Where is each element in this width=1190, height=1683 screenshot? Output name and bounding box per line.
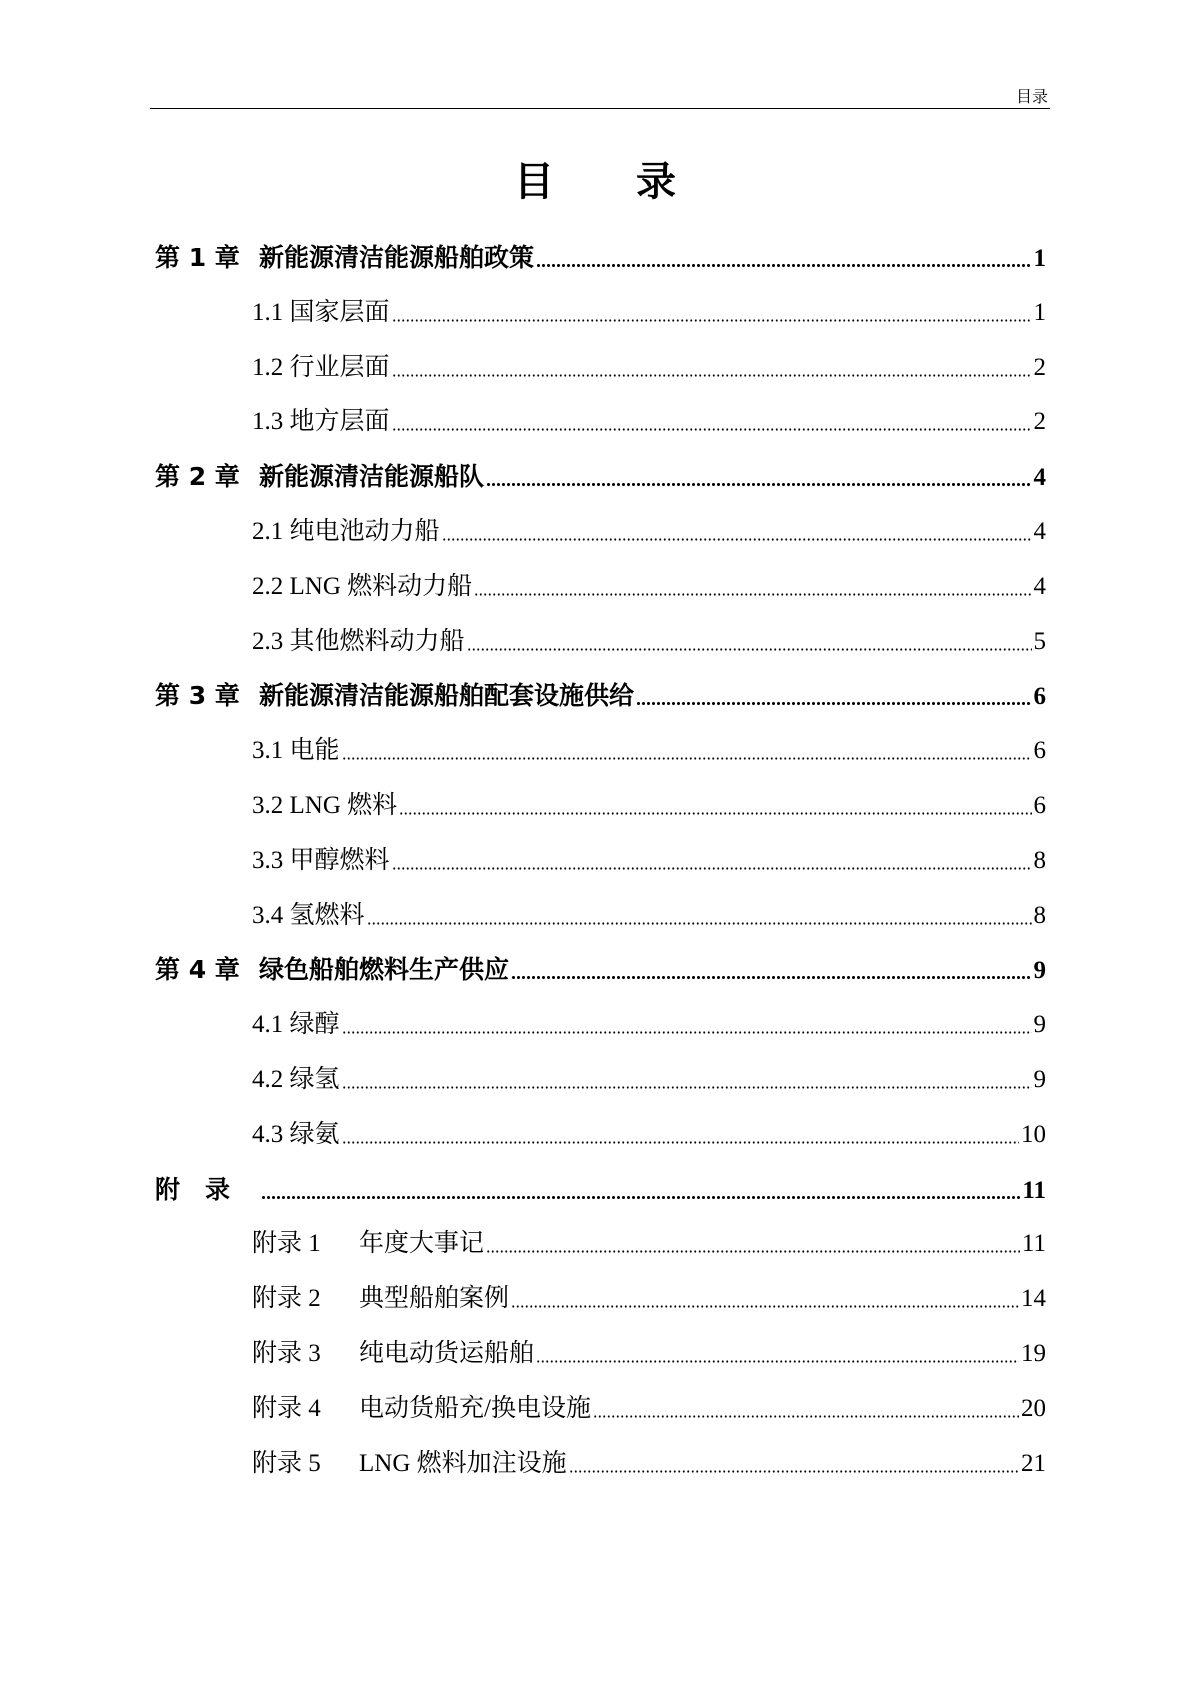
toc-entry-label	[252, 625, 465, 659]
toc-entry-title: 电动货船充/换电设施	[359, 1394, 591, 1422]
toc-entry-label	[252, 405, 390, 439]
toc-entry-title: 新能源清洁能源船舶配套设施供给	[259, 683, 635, 711]
toc-entry-label	[252, 570, 472, 604]
dot-leader	[536, 264, 1031, 267]
dot-leader	[342, 1086, 1032, 1089]
toc-entry-number: 附录 1	[252, 1230, 321, 1258]
toc-entry-number: 第 1 章	[155, 243, 240, 272]
toc-section-entry[interactable]	[252, 1447, 1046, 1481]
toc-chapter-entry[interactable]	[155, 1173, 1046, 1207]
dot-leader	[486, 1250, 1020, 1253]
dot-leader	[342, 1031, 1032, 1034]
toc-section-entry[interactable]	[252, 351, 1046, 385]
dot-leader	[342, 1141, 1019, 1144]
toc-page-number: 19	[1021, 1340, 1046, 1367]
toc-entry-title: 3.1 电能	[252, 737, 340, 765]
toc-section-entry[interactable]	[252, 734, 1046, 768]
toc-entry-label	[252, 515, 440, 549]
toc-entry-title: 年度大事记	[359, 1230, 485, 1258]
toc-page-number: 4	[1033, 464, 1046, 492]
toc-entry-title: 绿色船舶燃料生产供应	[259, 957, 510, 985]
toc-entry-title: 3.3 甲醇燃料	[252, 846, 390, 874]
dot-leader	[511, 1305, 1019, 1308]
toc-section-entry[interactable]	[252, 1227, 1046, 1261]
toc-entry-label	[252, 1227, 484, 1261]
toc-entry-label	[252, 844, 390, 878]
toc-entry-label	[252, 734, 340, 768]
toc-entry-number: 附 录	[155, 1174, 231, 1204]
toc-entry-title: 新能源清洁能源船队	[259, 464, 485, 492]
toc-entry-title: 新能源清洁能源船舶政策	[259, 245, 535, 272]
toc-entry-label	[252, 1337, 534, 1371]
toc-chapter-entry[interactable]	[155, 241, 1046, 275]
toc-page-number: 20	[1021, 1394, 1046, 1422]
toc-page-number: 4	[1033, 572, 1046, 600]
toc-entry-label	[252, 899, 365, 933]
toc-section-entry[interactable]	[252, 570, 1046, 604]
dot-leader	[467, 648, 1032, 651]
dot-leader	[569, 1470, 1019, 1473]
toc-entry-title: 4.3 绿氨	[252, 1120, 340, 1148]
dot-leader	[392, 867, 1032, 870]
toc-page-number: 6	[1033, 737, 1046, 765]
toc-page-number: 8	[1033, 846, 1046, 874]
toc-section-entry[interactable]	[252, 1118, 1046, 1152]
dot-leader	[392, 319, 1032, 322]
toc-entry-number: 附录 5	[252, 1449, 321, 1477]
dot-leader	[367, 922, 1032, 925]
toc-entry-label	[252, 351, 390, 385]
toc-entry-title: 4.1 绿醇	[252, 1011, 340, 1039]
toc-entry-label	[155, 1173, 259, 1208]
toc-page-number: 9	[1033, 1066, 1046, 1093]
toc-entry-label	[155, 953, 509, 988]
dot-leader	[536, 1360, 1019, 1363]
toc-entry-number: 附录 4	[252, 1394, 321, 1422]
toc-section-entry[interactable]	[252, 899, 1046, 933]
dot-leader	[261, 1196, 1020, 1199]
dot-leader	[486, 483, 1031, 486]
page-title: 目 录	[514, 159, 710, 205]
toc-page-number: 9	[1033, 1011, 1046, 1039]
toc-entry-number: 第 4 章	[155, 955, 240, 985]
toc-entry-title: 3.2 LNG 燃料	[252, 792, 398, 819]
toc-chapter-entry[interactable]	[155, 460, 1046, 494]
toc-section-entry[interactable]	[252, 296, 1046, 330]
toc-entry-number: 附录 2	[252, 1285, 321, 1313]
toc-section-entry[interactable]	[252, 789, 1046, 823]
toc-entry-label	[252, 789, 397, 823]
toc-page-number: 9	[1033, 957, 1046, 985]
toc-entry-number: 第 2 章	[155, 462, 240, 492]
toc-page-number: 6	[1033, 792, 1046, 819]
toc-entry-title: 1.3 地方层面	[252, 408, 390, 436]
toc-page-number: 6	[1033, 683, 1046, 711]
toc-entry-label	[155, 679, 634, 714]
toc-chapter-entry[interactable]	[155, 953, 1046, 987]
toc-page-number: 2	[1033, 408, 1046, 436]
toc-page-number: 2	[1033, 353, 1046, 381]
toc-entry-title: 3.4 氢燃料	[252, 901, 365, 929]
toc-entry-label	[252, 296, 390, 330]
toc-entry-label	[155, 460, 484, 495]
toc-entry-title: 2.3 其他燃料动力船	[252, 627, 465, 655]
dot-leader	[474, 593, 1031, 596]
toc-page-number: 8	[1033, 901, 1046, 929]
toc-page-number: 21	[1021, 1449, 1046, 1477]
toc-entry-title: 4.2 绿氢	[252, 1066, 340, 1093]
toc-section-entry[interactable]	[252, 1063, 1046, 1097]
dot-leader	[511, 976, 1031, 979]
toc-entry-label	[252, 1392, 591, 1426]
toc-page-number: 14	[1021, 1285, 1046, 1313]
toc-entry-title: 2.2 LNG 燃料动力船	[252, 572, 473, 600]
toc-page-number: 4	[1033, 518, 1046, 545]
toc-entry-title: 2.1 纯电池动力船	[252, 518, 440, 545]
toc-page-number: 11	[1022, 1176, 1046, 1204]
dot-leader	[342, 757, 1032, 760]
toc-entry-number: 第 3 章	[155, 681, 240, 711]
dot-leader	[593, 1415, 1019, 1418]
toc-section-entry[interactable]	[252, 405, 1046, 439]
toc-entry-title: 典型船舶案例	[359, 1285, 510, 1313]
toc-entry-label	[252, 1447, 567, 1481]
toc-chapter-entry[interactable]	[155, 679, 1046, 713]
toc-entry-label	[252, 1008, 340, 1042]
toc-page-number: 10	[1021, 1120, 1046, 1148]
toc-entry-title: 纯电动货运船舶	[359, 1340, 535, 1367]
toc-entry-label	[252, 1118, 340, 1152]
toc-entry-number: 附录 3	[252, 1340, 321, 1367]
toc-section-entry[interactable]	[252, 1337, 1046, 1371]
toc-section-entry[interactable]	[252, 1008, 1046, 1042]
dot-leader	[636, 702, 1031, 705]
toc-entry-title: 1.2 行业层面	[252, 353, 390, 381]
toc-section-entry[interactable]	[252, 1392, 1046, 1426]
toc-section-entry[interactable]	[252, 625, 1046, 659]
dot-leader	[399, 812, 1031, 815]
toc-section-entry[interactable]	[252, 1282, 1046, 1316]
toc-page-number: 5	[1033, 627, 1046, 655]
toc-section-entry[interactable]	[252, 844, 1046, 878]
toc-entry-label	[155, 241, 534, 276]
toc-page-number: 11	[1021, 1230, 1046, 1258]
toc-entry-label	[252, 1063, 340, 1097]
toc-section-entry[interactable]	[252, 515, 1046, 549]
dot-leader	[442, 538, 1032, 541]
toc-page-number: 1	[1033, 245, 1046, 272]
toc-entry-title: 1.1 国家层面	[252, 298, 390, 326]
dot-leader	[392, 428, 1032, 431]
toc-page-number: 1	[1033, 298, 1046, 326]
toc-entry-title: LNG 燃料加注设施	[359, 1449, 567, 1477]
running-head: 目录	[1015, 89, 1048, 106]
toc-entry-label	[252, 1282, 509, 1316]
header-rule	[150, 108, 1050, 109]
dot-leader	[392, 374, 1032, 377]
